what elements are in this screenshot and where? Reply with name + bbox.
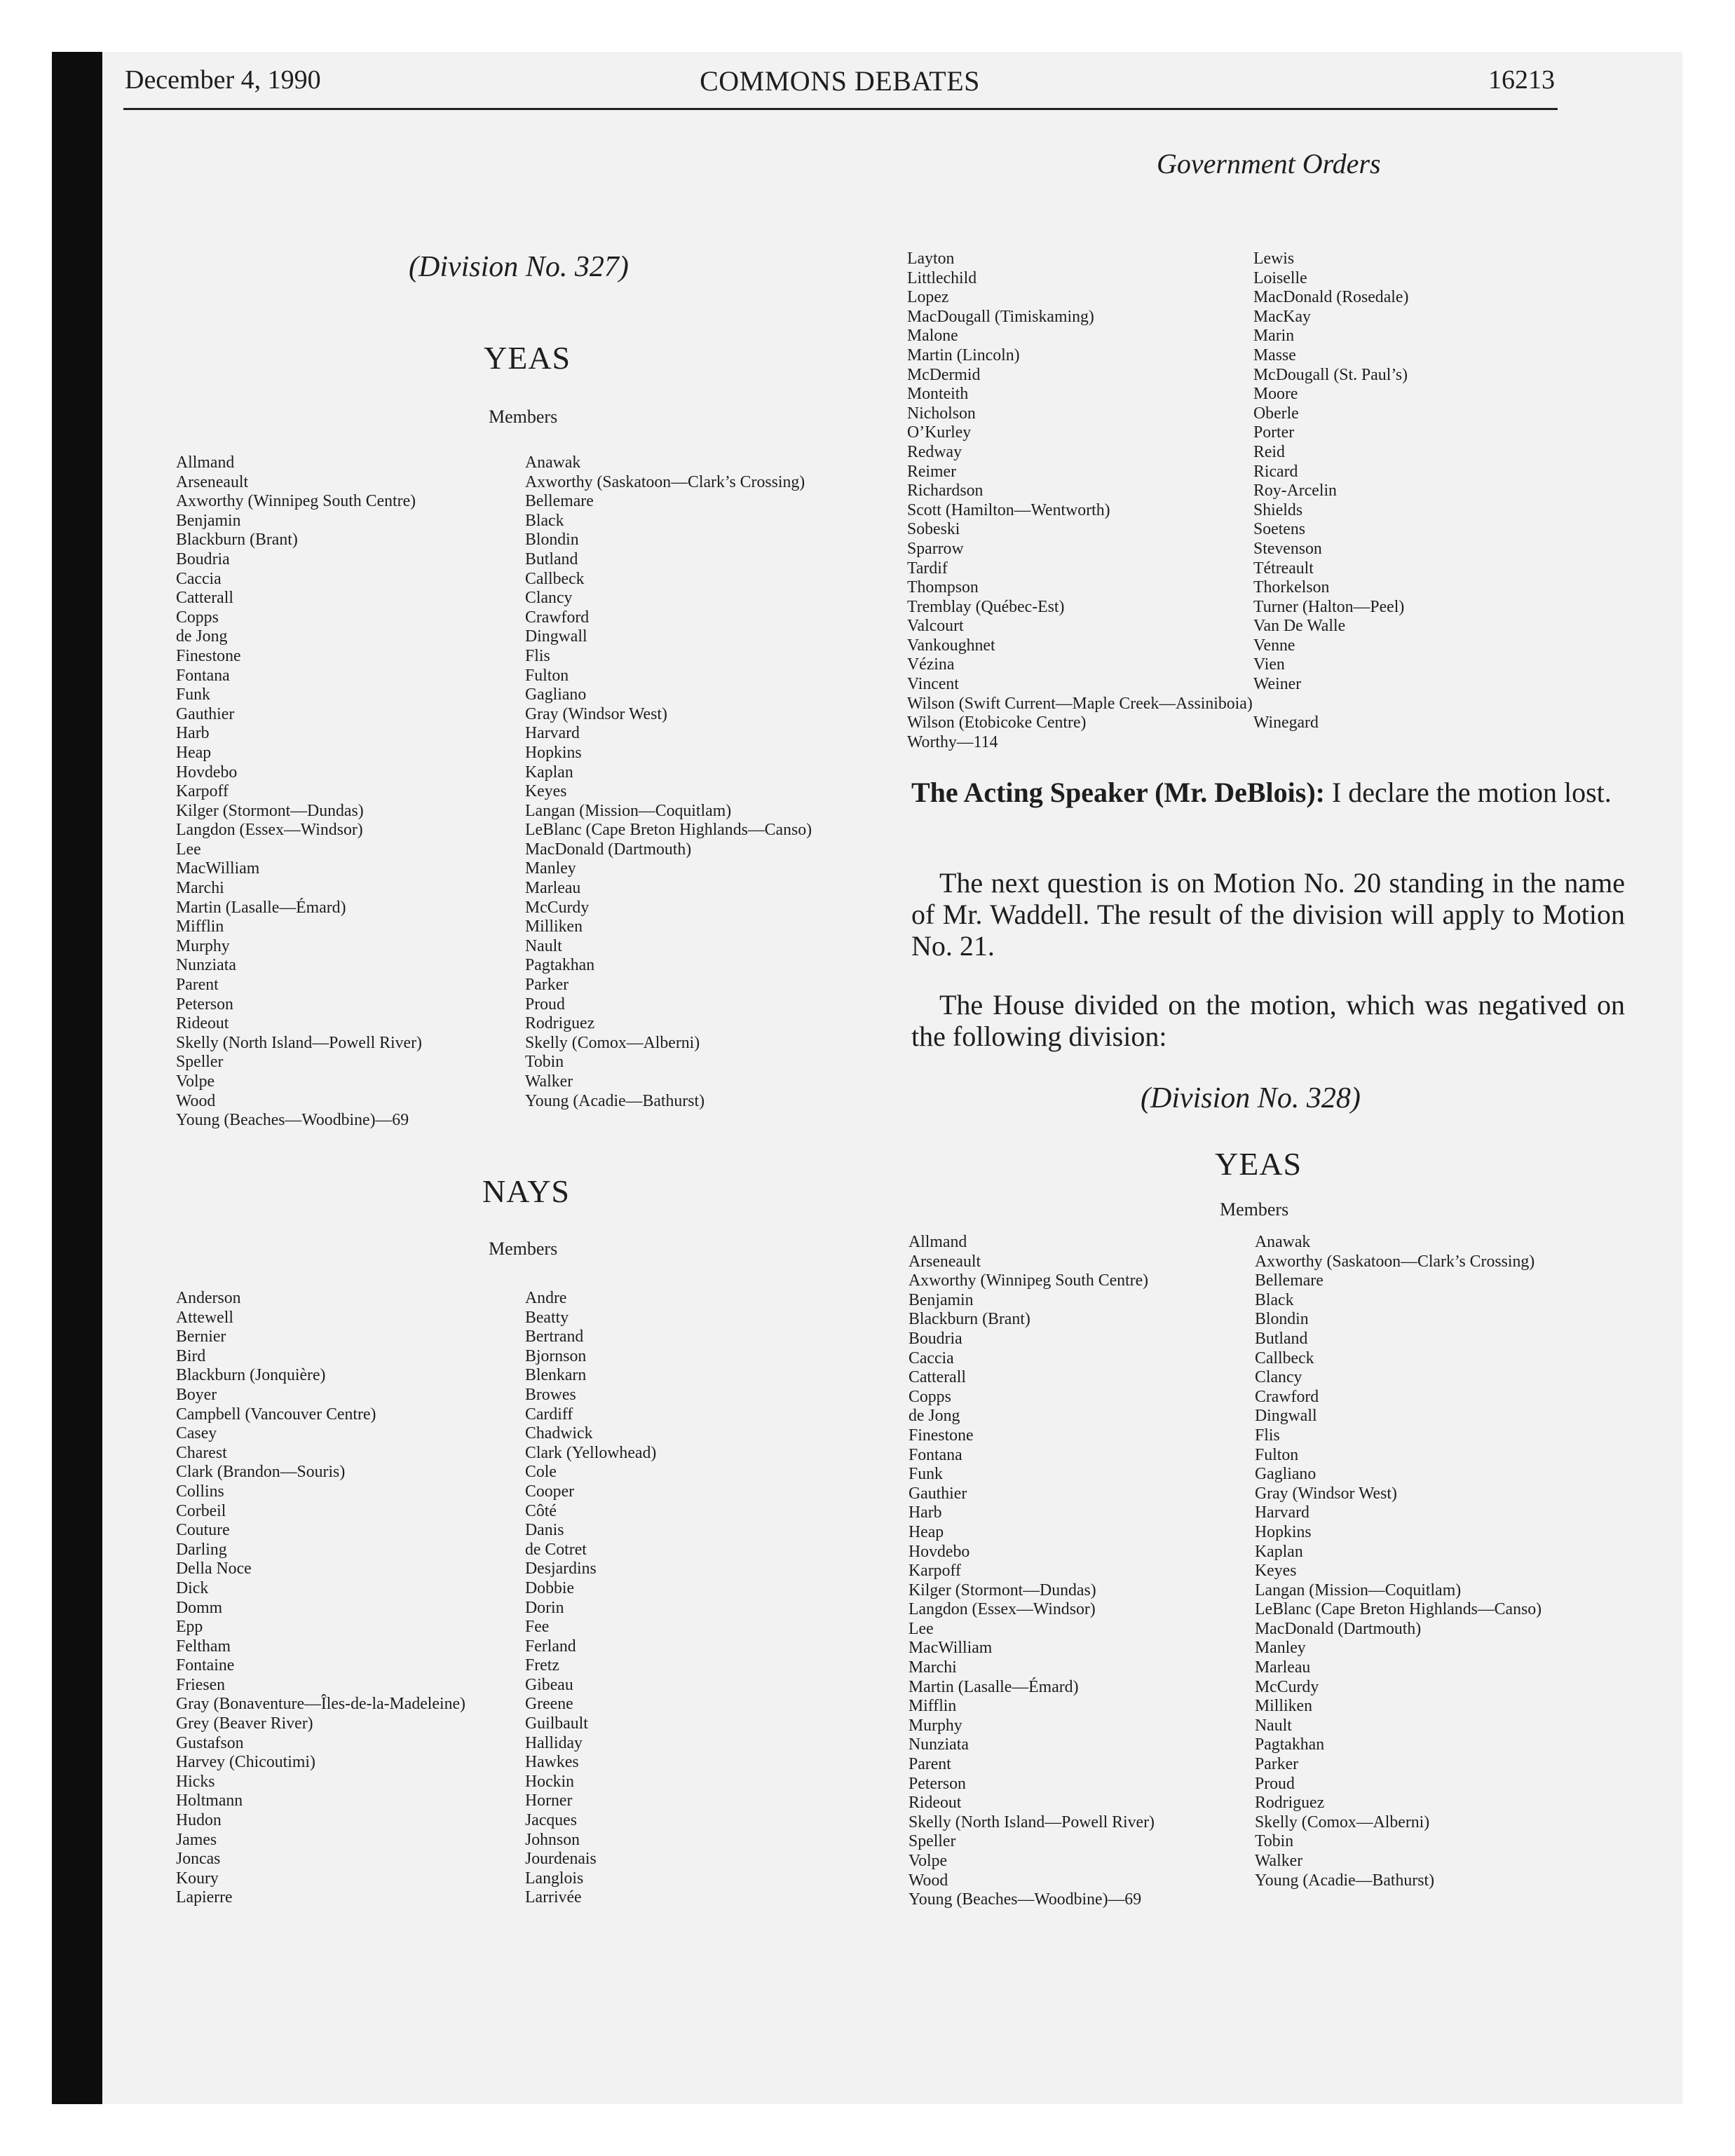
member-name: Black	[1255, 1290, 1294, 1309]
member-name: Axworthy (Saskatoon—Clark’s Crossing)	[1255, 1252, 1535, 1271]
division-paragraph: The House divided on the motion, which was negatived on the following division:	[911, 989, 1625, 1052]
member-name: Sobeski	[907, 520, 960, 539]
member-name: O’Kurley	[907, 423, 972, 442]
header-rule	[123, 108, 1558, 110]
member-name: Karpoff	[909, 1562, 961, 1581]
member-name: Harvey (Chicoutimi)	[176, 1753, 315, 1772]
member-name: Copps	[909, 1387, 951, 1406]
member-name: Parent	[176, 976, 219, 995]
member-name: Hovdebo	[909, 1542, 970, 1561]
member-name: Axworthy (Winnipeg South Centre)	[176, 492, 416, 511]
member-name: Parker	[1255, 1755, 1299, 1774]
member-name: Tremblay (Québec-Est)	[907, 597, 1065, 616]
member-name: Martin (Lasalle—Émard)	[909, 1677, 1079, 1696]
member-name: Hovdebo	[176, 763, 238, 782]
member-name: Blondin	[1255, 1310, 1309, 1329]
header-date: December 4, 1990	[125, 65, 321, 95]
member-name: Proud	[1255, 1774, 1295, 1793]
member-name: Feltham	[176, 1637, 231, 1656]
member-name: Langlois	[525, 1869, 584, 1888]
member-name: Campbell (Vancouver Centre)	[176, 1405, 376, 1424]
member-name: Kilger (Stormont—Dundas)	[909, 1581, 1096, 1599]
member-name: Attewell	[176, 1308, 233, 1327]
member-name: Marleau	[1255, 1658, 1311, 1677]
speaker-paragraph	[911, 777, 1625, 808]
member-name: Casey	[176, 1424, 217, 1443]
member-name: Wilson (Swift Current—Maple Creek—Assiniboia)	[907, 694, 1253, 713]
member-name: Black	[525, 511, 564, 530]
member-name: Winegard	[1253, 714, 1319, 732]
member-name: Skelly (North Island—Powell River)	[909, 1813, 1155, 1831]
member-name: Dorin	[525, 1598, 564, 1617]
member-name: Gauthier	[909, 1484, 967, 1503]
member-name: Tobin	[525, 1053, 564, 1072]
d328-yeas-col2	[1255, 1233, 1542, 1890]
member-name: James	[176, 1830, 217, 1849]
member-name: MacDougall (Timiskaming)	[907, 307, 1094, 326]
member-name: Browes	[525, 1385, 576, 1404]
member-name: Benjamin	[176, 511, 241, 530]
member-name: Ricard	[1253, 462, 1298, 481]
member-name: Milliken	[1255, 1697, 1312, 1716]
member-name: Keyes	[1255, 1562, 1297, 1581]
scan-binding-edge	[52, 52, 102, 2104]
division-327-nays-subheading: Members	[489, 1239, 558, 1259]
member-name: Volpe	[176, 1072, 215, 1091]
member-name: Pagtakhan	[525, 956, 595, 975]
member-name: Horner	[525, 1792, 573, 1810]
member-name: Koury	[176, 1869, 219, 1888]
member-name: Gustafson	[176, 1733, 244, 1752]
member-name: Flis	[525, 646, 550, 665]
division-327-yeas-subheading: Members	[489, 407, 558, 427]
member-name: Greene	[525, 1695, 573, 1714]
member-name: Venne	[1253, 636, 1295, 655]
member-name: Nunziata	[909, 1735, 969, 1754]
member-name: Flis	[1255, 1426, 1280, 1445]
member-name: Harb	[909, 1503, 942, 1522]
member-name: Tobin	[1255, 1832, 1294, 1851]
member-name: Guilbault	[525, 1714, 588, 1733]
speaker-text: I declare the motion lost.	[1324, 777, 1612, 808]
member-name: Hopkins	[1255, 1522, 1312, 1541]
member-name: Holtmann	[176, 1792, 243, 1810]
member-name: Gray (Windsor West)	[1255, 1484, 1397, 1503]
member-name: Friesen	[176, 1675, 226, 1694]
member-name: Thompson	[907, 578, 979, 597]
member-name: Parent	[909, 1755, 951, 1774]
member-name: Clark (Brandon—Souris)	[176, 1463, 346, 1482]
member-name: Hockin	[525, 1772, 575, 1791]
member-name: Richardson	[907, 482, 984, 500]
member-name: Marin	[1253, 327, 1295, 346]
member-name: Speller	[176, 1053, 224, 1072]
member-name: de Jong	[909, 1407, 960, 1426]
next-question-paragraph: The next question is on Motion No. 20 standing in the name of Mr. Waddell. The result of the division will apply to Motion No. 21.	[911, 867, 1625, 962]
member-name: Anawak	[525, 453, 581, 472]
member-name: de Jong	[176, 627, 228, 646]
member-name: Littlechild	[907, 268, 977, 287]
member-name: Murphy	[909, 1716, 962, 1735]
member-name: Young (Beaches—Woodbine)—69	[909, 1890, 1142, 1909]
member-name: Skelly (Comox—Alberni)	[525, 1033, 700, 1052]
member-name: Della Noce	[176, 1560, 252, 1578]
member-name: Boudria	[909, 1329, 962, 1348]
member-name: Axworthy (Winnipeg South Centre)	[909, 1271, 1149, 1290]
member-name: Langan (Mission—Coquitlam)	[525, 801, 732, 820]
member-name: Mifflin	[176, 917, 224, 936]
member-name: Porter	[1253, 423, 1295, 442]
member-name: Arseneault	[909, 1252, 981, 1271]
member-name: Blackburn (Brant)	[909, 1310, 1030, 1329]
member-name: Gray (Bonaventure—Îles-de-la-Madeleine)	[176, 1695, 465, 1714]
member-name: Clark (Yellowhead)	[525, 1443, 657, 1462]
member-name: Shields	[1253, 500, 1303, 519]
member-name: LeBlanc (Cape Breton Highlands—Canso)	[525, 821, 812, 840]
division-328-title: (Division No. 328)	[1141, 1082, 1361, 1114]
division-327-title: (Division No. 327)	[409, 251, 629, 283]
member-name: Caccia	[176, 569, 222, 588]
member-name: McCurdy	[1255, 1677, 1319, 1696]
member-name: Darling	[176, 1540, 227, 1559]
member-name: Young (Acadie—Bathurst)	[1255, 1871, 1435, 1890]
member-name: Funk	[909, 1465, 943, 1484]
member-name: Nault	[1255, 1716, 1292, 1735]
member-name: Walker	[1255, 1852, 1303, 1870]
member-name: Couture	[176, 1521, 230, 1540]
member-name: Gagliano	[525, 685, 587, 704]
member-name: Fontana	[909, 1445, 962, 1464]
member-name: Bjornson	[525, 1346, 587, 1365]
member-name: Thorkelson	[1253, 578, 1330, 597]
member-name: Marleau	[525, 879, 581, 898]
member-name: Corbeil	[176, 1501, 226, 1520]
member-name: Butland	[525, 550, 578, 568]
member-name: Hopkins	[525, 743, 582, 762]
member-name: Skelly (North Island—Powell River)	[176, 1033, 422, 1052]
member-name: Van De Walle	[1253, 617, 1346, 636]
member-name: Jacques	[525, 1811, 578, 1830]
member-name: Dobbie	[525, 1578, 575, 1597]
member-name: Hawkes	[525, 1753, 579, 1772]
member-name: Langan (Mission—Coquitlam)	[1255, 1581, 1462, 1599]
member-name: Manley	[525, 859, 576, 878]
member-name: Wilson (Etobicoke Centre)	[907, 714, 1087, 732]
member-name: Dingwall	[1255, 1407, 1317, 1426]
member-name: LeBlanc (Cape Breton Highlands—Canso)	[1255, 1600, 1542, 1619]
member-name: Epp	[176, 1618, 203, 1637]
member-name: Catterall	[176, 589, 233, 608]
member-name: Rideout	[909, 1794, 962, 1813]
member-name: Lee	[176, 840, 201, 859]
member-name: Anderson	[176, 1289, 241, 1307]
member-name: Clancy	[1255, 1368, 1302, 1387]
member-name: Jourdenais	[525, 1850, 597, 1869]
member-name: Peterson	[176, 995, 233, 1014]
member-name: Boudria	[176, 550, 230, 568]
member-name: Vien	[1253, 655, 1285, 674]
member-name: Gibeau	[525, 1675, 573, 1694]
member-name: Moore	[1253, 385, 1298, 404]
member-name: Collins	[176, 1482, 224, 1501]
member-name: Turner (Halton—Peel)	[1253, 597, 1405, 616]
member-name: Johnson	[525, 1830, 580, 1849]
member-name: Martin (Lasalle—Émard)	[176, 898, 346, 917]
member-name: Weiner	[1253, 675, 1302, 694]
member-name: Gagliano	[1255, 1465, 1316, 1484]
member-name: Harvard	[525, 724, 580, 743]
member-name: Funk	[176, 685, 210, 704]
member-name: MacWilliam	[176, 859, 260, 878]
member-name: Rodriguez	[1255, 1794, 1325, 1813]
member-name: Peterson	[909, 1774, 966, 1793]
member-name: Halliday	[525, 1733, 583, 1752]
member-name: Keyes	[525, 782, 567, 801]
member-name: Roy-Arcelin	[1253, 482, 1337, 500]
member-name: MacDonald (Rosedale)	[1253, 288, 1409, 307]
member-name: Malone	[907, 327, 958, 346]
member-name: Bellemare	[525, 492, 594, 511]
member-name: Crawford	[1255, 1387, 1319, 1406]
member-name: Young (Beaches—Woodbine)—69	[176, 1111, 409, 1130]
member-name: Danis	[525, 1521, 564, 1540]
member-name: Anawak	[1255, 1233, 1311, 1251]
member-name: Nunziata	[176, 956, 236, 975]
member-name: Milliken	[525, 917, 583, 936]
member-name: Kilger (Stormont—Dundas)	[176, 801, 364, 820]
member-name: Rideout	[176, 1014, 229, 1033]
division-328-yeas-heading: YEAS	[1215, 1146, 1302, 1182]
member-name: Reid	[1253, 442, 1285, 461]
d327-yeas-col1	[176, 453, 422, 1131]
member-name: Tardif	[907, 559, 948, 578]
member-name: Bird	[176, 1346, 206, 1365]
member-name: Skelly (Comox—Alberni)	[1255, 1813, 1430, 1831]
d327-nays-col3	[907, 250, 1253, 752]
member-name: Copps	[176, 608, 219, 627]
member-name: Young (Acadie—Bathurst)	[525, 1091, 705, 1110]
member-name: Blackburn (Jonquière)	[176, 1366, 326, 1385]
d327-nays-col2	[525, 1289, 656, 1908]
speaker-name: The Acting Speaker (Mr. DeBlois):	[911, 777, 1325, 808]
member-name: Dick	[176, 1578, 209, 1597]
member-name: Valcourt	[907, 617, 964, 636]
member-name: Cooper	[525, 1482, 575, 1501]
d327-nays-col1	[176, 1289, 465, 1908]
member-name: de Cotret	[525, 1540, 587, 1559]
member-name: Chadwick	[525, 1424, 593, 1443]
member-name: Lewis	[1253, 250, 1295, 268]
member-name: Mifflin	[909, 1697, 957, 1716]
member-name: Blackburn (Brant)	[176, 531, 298, 550]
member-name: Tétreault	[1253, 559, 1314, 578]
member-name: Martin (Lincoln)	[907, 346, 1020, 364]
member-name: Hudon	[176, 1811, 222, 1830]
member-name: Karpoff	[176, 782, 229, 801]
member-name: Lee	[909, 1619, 934, 1638]
member-name: Nault	[525, 936, 562, 955]
member-name: Scott (Hamilton—Wentworth)	[907, 500, 1110, 519]
member-name: McDermid	[907, 365, 981, 384]
member-name: Grey (Beaver River)	[176, 1714, 313, 1733]
member-name: Murphy	[176, 936, 230, 955]
member-name: Heap	[909, 1522, 944, 1541]
member-name: Caccia	[909, 1349, 954, 1367]
member-name: Benjamin	[909, 1290, 974, 1309]
member-name: Kaplan	[525, 763, 573, 782]
member-name: Wood	[909, 1871, 948, 1890]
member-name: Andre	[525, 1289, 567, 1307]
member-name: Allmand	[176, 453, 235, 472]
member-name: Hicks	[176, 1772, 215, 1791]
member-name: Parker	[525, 976, 569, 995]
member-name: Proud	[525, 995, 565, 1014]
member-name: Callbeck	[1255, 1349, 1314, 1367]
member-name: Manley	[1255, 1639, 1306, 1658]
member-name: Allmand	[909, 1233, 967, 1251]
member-name: Charest	[176, 1443, 227, 1462]
member-name: Harb	[176, 724, 210, 743]
member-name: Stevenson	[1253, 539, 1322, 558]
member-name: MacWilliam	[909, 1639, 993, 1658]
member-name: Redway	[907, 442, 962, 461]
member-name: Dingwall	[525, 627, 587, 646]
member-name: Sparrow	[907, 539, 964, 558]
member-name: Domm	[176, 1598, 223, 1617]
member-name: Speller	[909, 1832, 956, 1851]
member-name: Joncas	[176, 1850, 221, 1869]
member-name: McCurdy	[525, 898, 590, 917]
member-name: Langdon (Essex—Windsor)	[909, 1600, 1096, 1619]
member-name: Reimer	[907, 462, 957, 481]
member-name: Fulton	[525, 666, 569, 685]
header-title: COMMONS DEBATES	[700, 65, 980, 97]
member-name: Fretz	[525, 1656, 559, 1675]
member-name: Gauthier	[176, 704, 235, 723]
member-name: Soetens	[1253, 520, 1306, 539]
member-name: Bernier	[176, 1328, 226, 1346]
member-name: Larrivée	[525, 1888, 582, 1907]
d328-yeas-col1	[909, 1233, 1155, 1910]
member-name: Boyer	[176, 1385, 217, 1404]
member-name: Marchi	[909, 1658, 957, 1677]
member-name: Masse	[1253, 346, 1296, 364]
member-name: Vincent	[907, 675, 959, 694]
member-name: Gray (Windsor West)	[525, 704, 667, 723]
member-name: Langdon (Essex—Windsor)	[176, 821, 363, 840]
member-name: Nicholson	[907, 404, 976, 423]
member-name: Heap	[176, 743, 212, 762]
member-name: Blenkarn	[525, 1366, 587, 1385]
member-name: Blondin	[525, 531, 579, 550]
member-name: Vankoughnet	[907, 636, 995, 655]
member-name: MacDonald (Dartmouth)	[525, 840, 692, 859]
member-name: Beatty	[525, 1308, 569, 1327]
member-name: MacDonald (Dartmouth)	[1255, 1619, 1422, 1638]
member-name: Kaplan	[1255, 1542, 1303, 1561]
member-name: Vézina	[907, 655, 955, 674]
d327-nays-col4	[1253, 250, 1408, 733]
member-name: Axworthy (Saskatoon—Clark’s Crossing)	[525, 472, 805, 491]
member-name: Monteith	[907, 385, 969, 404]
member-name: Cardiff	[525, 1405, 573, 1424]
division-327-yeas-heading: YEAS	[484, 340, 571, 376]
division-327-nays-heading: NAYS	[482, 1173, 571, 1209]
member-name: Layton	[907, 250, 955, 268]
member-name: MacKay	[1253, 307, 1311, 326]
page-header	[125, 64, 1555, 108]
member-name: Crawford	[525, 608, 590, 627]
member-name: Lapierre	[176, 1888, 233, 1907]
member-name: Marchi	[176, 879, 224, 898]
member-name: Clancy	[525, 589, 573, 608]
member-name: Butland	[1255, 1329, 1308, 1348]
member-name: Oberle	[1253, 404, 1299, 423]
header-page-number: 16213	[1488, 65, 1555, 95]
member-name: Côté	[525, 1501, 557, 1520]
member-name: Volpe	[909, 1852, 948, 1870]
member-name	[1253, 695, 1408, 714]
d327-yeas-col2	[525, 453, 812, 1111]
member-name: Catterall	[909, 1368, 966, 1387]
member-name: Loiselle	[1253, 268, 1307, 287]
member-name: Wood	[176, 1091, 216, 1110]
member-name: Callbeck	[525, 569, 585, 588]
member-name: Ferland	[525, 1637, 576, 1656]
member-name: Rodriguez	[525, 1014, 595, 1033]
member-name: Fontana	[176, 666, 230, 685]
running-head: Government Orders	[1157, 148, 1381, 179]
member-name: Fulton	[1255, 1445, 1299, 1464]
member-name: Arseneault	[176, 472, 249, 491]
division-328-yeas-subheading: Members	[1220, 1199, 1289, 1220]
member-name: Lopez	[907, 288, 949, 307]
member-name: Pagtakhan	[1255, 1735, 1325, 1754]
member-name: Fontaine	[176, 1656, 235, 1675]
member-name: Finestone	[176, 646, 241, 665]
member-name: McDougall (St. Paul’s)	[1253, 365, 1408, 384]
member-name: Finestone	[909, 1426, 974, 1445]
member-name: Bertrand	[525, 1328, 584, 1346]
member-name: Harvard	[1255, 1503, 1309, 1522]
member-name: Fee	[525, 1618, 550, 1637]
member-name: Worthy—114	[907, 732, 998, 751]
member-name: Bellemare	[1255, 1271, 1324, 1290]
member-name: Cole	[525, 1463, 557, 1482]
member-name: Desjardins	[525, 1560, 597, 1578]
member-name: Walker	[525, 1072, 573, 1091]
